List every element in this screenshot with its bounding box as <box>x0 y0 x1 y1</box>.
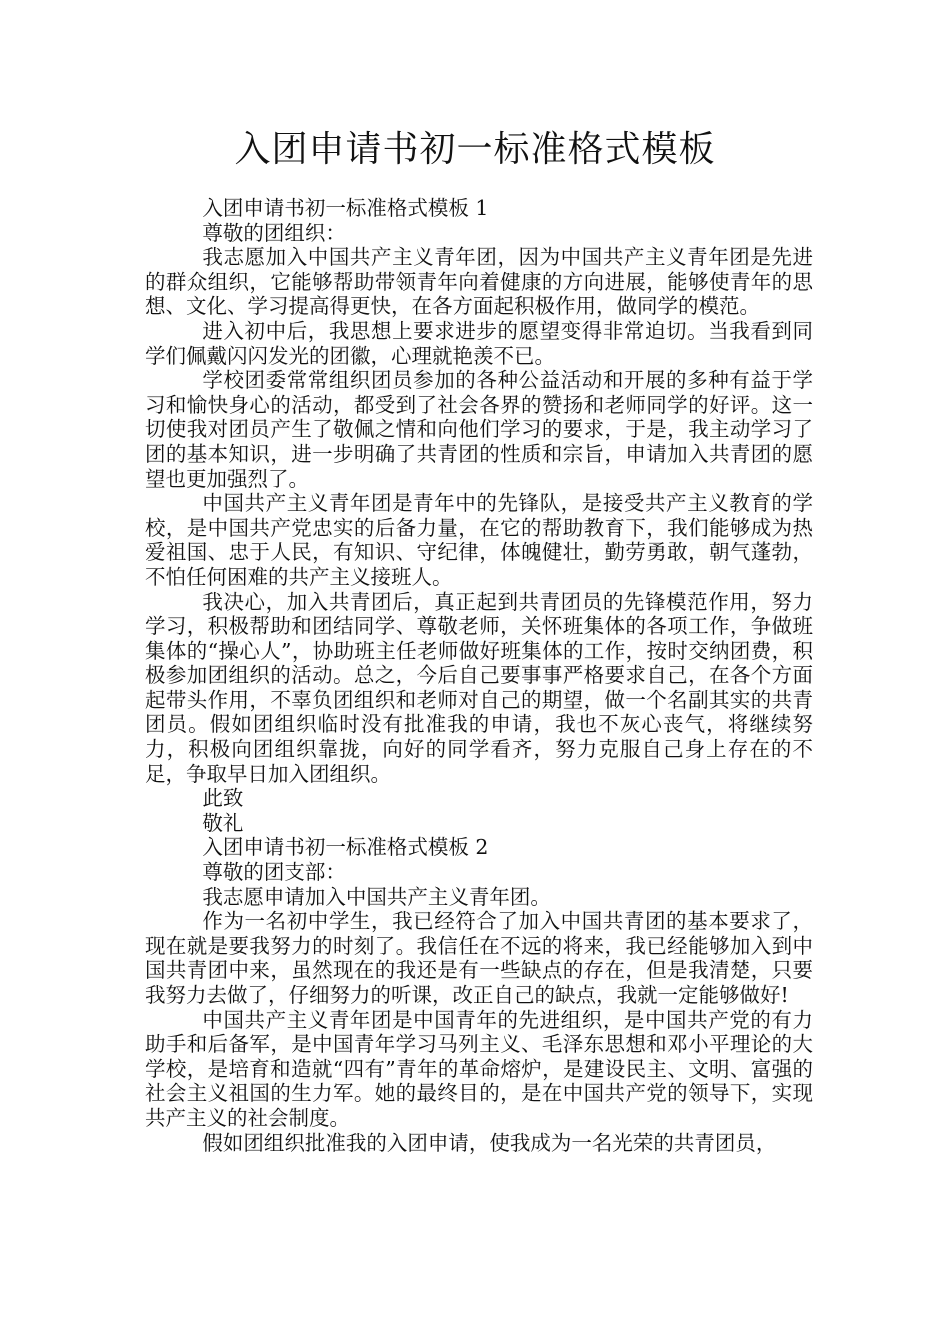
paragraph: 中国共产主义青年团是中国青年的先进组织，是中国共产党的有力助手和后备军，是中国青年学习马列主义、毛泽东思想和邓小平理论的大学校，是培育和造就“四有”青年的革命熔炉，是建设民主、文明、富强的社会主义祖国的生力军。她的最终目的，是在中国共产党的领导下，实现共产主义的社会制度。 <box>145 1007 813 1130</box>
section-heading-1: 入团申请书初一标准格式模板 1 <box>202 196 489 220</box>
paragraph: 假如团组织批准我的入团申请，使我成为一名光荣的共青团员， <box>202 1130 777 1155</box>
document-title: 入团申请书初一标准格式模板 <box>234 129 716 170</box>
paragraph: 中国共产主义青年团是青年中的先锋队，是接受共产主义教育的学校，是中国共产党忠实的后备力量，在它的帮助教育下，我们能够成为热爱祖国、忠于人民，有知识、守纪律，体魄健壮，勤劳勇敢，朝气蓬勃，不怕任何困难的共产主义接班人。 <box>145 491 813 589</box>
paragraph: 进入初中后，我思想上要求进步的愿望变得非常迫切。当我看到同学们佩戴闪闪发光的团徽，心理就艳羡不已。 <box>145 318 813 368</box>
salutation-1: 尊敬的团组织： <box>202 220 346 245</box>
paragraph: 作为一名初中学生，我已经符合了加入中国共青团的基本要求了，现在就是要我努力的时刻了。我信任在不远的将来，我已经能够加入到中国共青团中来，虽然现在的我还是有一些缺点的存在，但是我清楚，只要我努力去做了，仔细努力的听课，改正自己的缺点，我就一定能够做好! <box>145 909 813 1007</box>
closing-line: 此致 <box>202 786 244 811</box>
salutation-2: 尊敬的团支部： <box>202 860 346 885</box>
paragraph: 我志愿申请加入中国共产主义青年团。 <box>202 884 551 909</box>
section-heading-2: 入团申请书初一标准格式模板 2 <box>202 835 489 860</box>
paragraph: 我决心，加入共青团后，真正起到共青团员的先锋模范作用，努力学习，积极帮助和团结同学、尊敬老师，关怀班集体的各项工作，争做班集体的“操心人”，协助班主任老师做好班集体的工作，按时交纳团费，积极参加团组织的活动。总之，今后自己要事事严格要求自己，在各个方面起带头作用，不辜负团组织和老师对自己的期望，做一个名副其实的共青团员。假如团组织临时没有批准我的申请，我也不灰心丧气，将继续努力，积极向团组织靠拢，向好的同学看齐，努力克服自己身上存在的不足，争取早日加入团组织。 <box>145 589 813 786</box>
document-body <box>145 196 813 1155</box>
paragraph: 我志愿加入中国共产主义青年团，因为中国共产主义青年团是先进的群众组织，它能够帮助带领青年向着健康的方向进展，能够使青年的思想、文化、学习提高得更快，在各方面起积极作用，做同学的模范。 <box>145 245 813 319</box>
closing-greeting: 敬礼 <box>202 810 244 835</box>
paragraph: 学校团委常常组织团员参加的各种公益活动和开展的多种有益于学习和愉快身心的活动，都受到了社会各界的赞扬和老师同学的好评。这一切使我对团员产生了敬佩之情和向他们学习的要求，于是，我主动学习了团的基本知识，进一步明确了共青团的性质和宗旨，申请加入共青团的愿望也更加强烈了。 <box>145 368 813 491</box>
